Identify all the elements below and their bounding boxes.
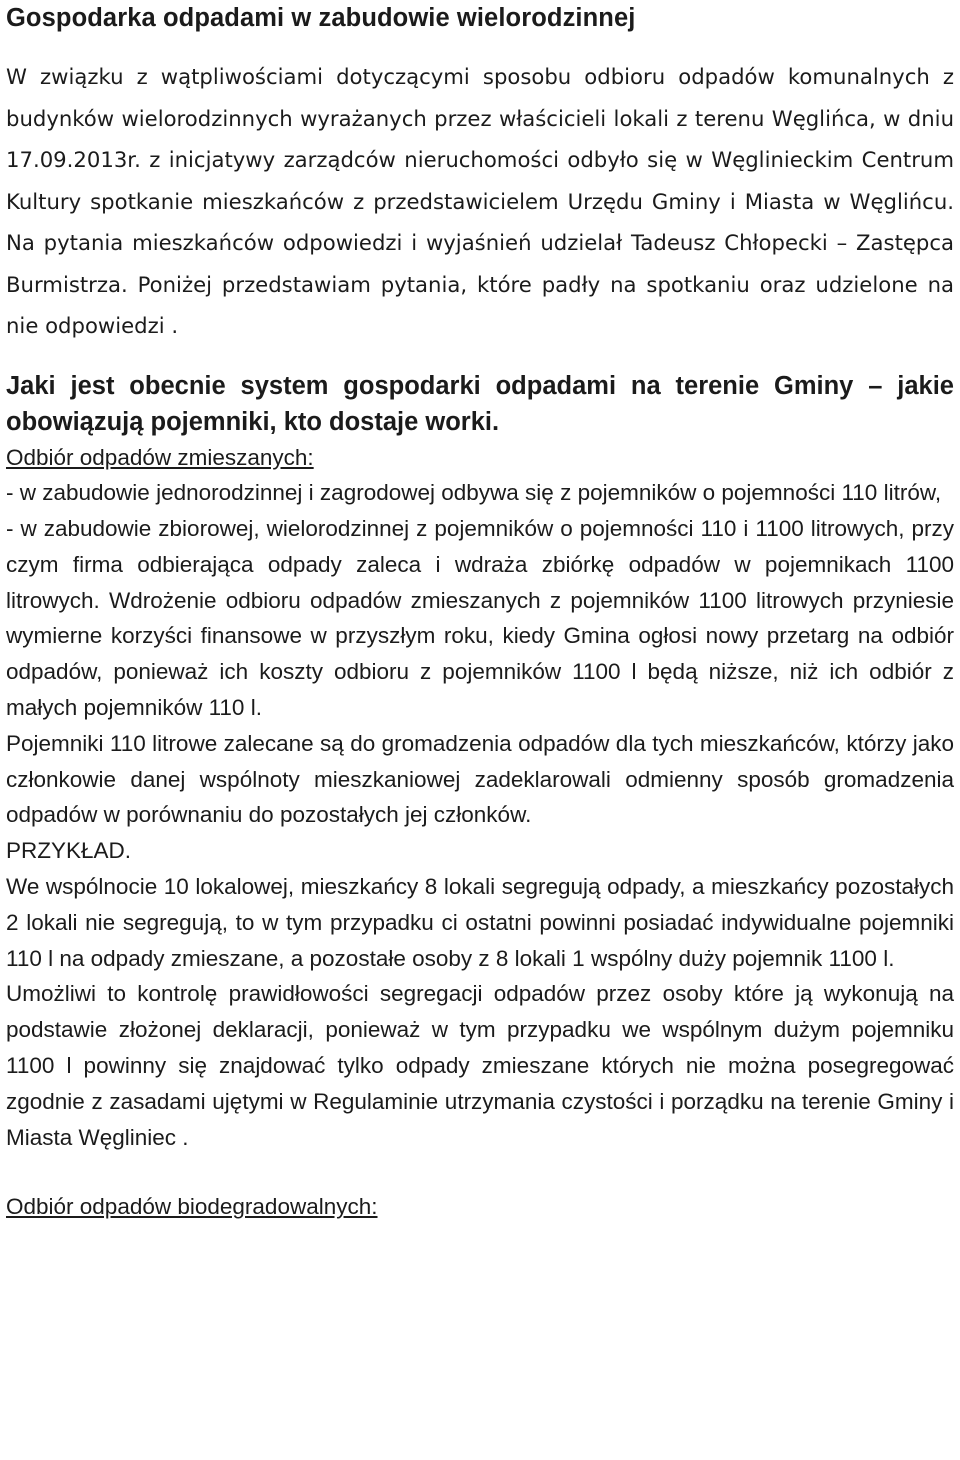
paragraph-example: We wspólnocie 10 lokalowej, mieszkańcy 8 lokali segregują odpady, a mieszkańcy pozostałych 2 lokali nie segregują, to w tym przypadku ci ostatni powinni posiadać indywidualne pojemniki 110 l na odpady zmieszane, a pozostałe osoby z 8 lokali 1 wspólny duży pojemnik 1100 l.: [6, 874, 954, 971]
paragraph-control: Umożliwi to kontrolę prawidłowości segregacji odpadów przez osoby które ją wykonują na podstawie złożonej deklaracji, ponieważ w tym przypadku we wspólnym dużym pojemniku 1100 l powinny się znajdować tylko odpady zmieszane których nie można posegregować zgodnie z zasadami ujętymi w Regulaminie utrzymania czystości i porządku na terenie Gminy i Miasta Węgliniec .: [6, 981, 954, 1150]
intro-part-1: W związku z wątpliwościami dotyczącymi sposobu odbioru odpadów komunalnych z budynków wielorodzinnych wyrażanych przez właścicieli lokali z terenu Węglińca, w dniu 17.09.2013r. z inicjatywy zarządców nieruchomości odbyło się w Węglinieckim Centrum Kultury spotkanie mieszkańców z przedstawicielem Urzędu Gminy i Miasta w Węglińcu.: [6, 64, 954, 214]
document-page: [6, 0, 954, 1225]
intro-part-2: Na pytania mieszkańców odpowiedzi i wyjaśnień udzielał Tadeusz Chłopecki – Zastępca Burmistrza. Poniżej przedstawiam pytania, które padły na spotkaniu oraz udzielone na nie odpowiedzi .: [6, 230, 954, 338]
section-heading-mixed-waste: Odbiór odpadów zmieszanych:: [6, 444, 314, 470]
document-title: Gospodarka odpadami w zabudowie wielorodzinnej: [6, 4, 636, 32]
paragraph-single-family: - w zabudowie jednorodzinnej i zagrodowej odbywa się z pojemników o pojemności 110 litrów,: [6, 480, 942, 506]
intro-text: [6, 56, 954, 347]
paragraph-multi-family: - w zabudowie zbiorowej, wielorodzinnej z pojemników o pojemności 110 i 1100 litrowych, przy czym firma odbierająca odpady zaleca i wdraża zbiórkę odpadów w pojemnikach 1100 litrowych. Wdrożenie odbioru odpadów zmieszanych z pojemników 1100 litrowych przyniesie wymierne korzyści finansowe w przyszłym roku, kiedy Gmina ogłosi nowy przetarg na odbiór odpadów, ponieważ ich koszty odbioru z pojemników 1100 l będą niższe, niż ich odbiór z małych pojemników 110 l.: [6, 516, 954, 721]
answer-body: [6, 440, 954, 1156]
paragraph-110-containers: Pojemniki 110 litrowe zalecane są do gromadzenia odpadów dla tych mieszkańców, którzy jako członkowie danej wspólnoty mieszkaniowej zadeklarowali odmienny sposób gromadzenia odpadów w porównaniu do pozostałych jej członków.: [6, 730, 954, 828]
example-label: PRZYKŁAD.: [6, 838, 132, 864]
section-heading-biodegradable: Odbiór odpadów biodegradowalnych:: [6, 1194, 378, 1220]
question-heading: Jaki jest obecnie system gospodarki odpadami na terenie Gminy – jakie obowiązują pojemniki, kto dostaje worki.: [6, 371, 954, 436]
intro-paragraph: [6, 56, 954, 347]
